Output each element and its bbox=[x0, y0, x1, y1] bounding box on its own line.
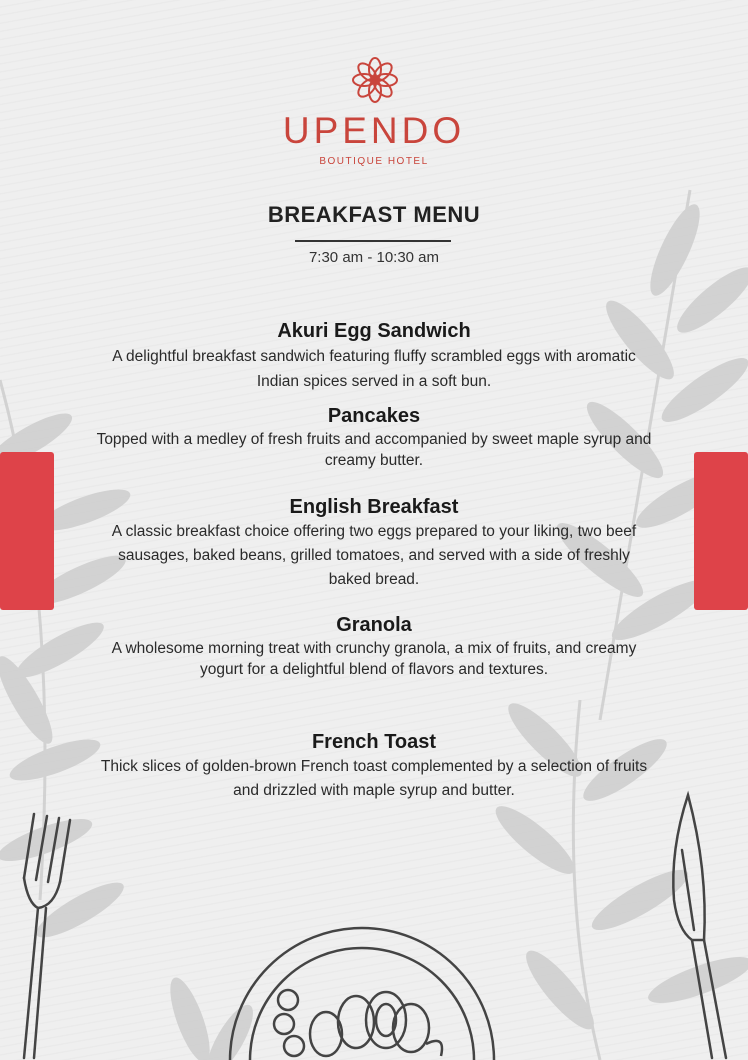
fork-icon bbox=[14, 808, 74, 1060]
hotel-name: UPENDO bbox=[282, 110, 466, 151]
menu-item-akuri-egg-sandwich bbox=[100, 318, 648, 394]
menu-title: BREAKFAST MENU bbox=[267, 202, 481, 227]
menu-item-description: Topped with a medley of fresh fruits and accompanied by sweet maple syrup and creamy butter. bbox=[96, 431, 652, 469]
serving-hours: 7:30 am - 10:30 am bbox=[308, 249, 440, 266]
menu-item-description: A classic breakfast choice offering two eggs prepared to your liking, two beef sausages, baked beans, grilled tomatoes, and served with a side of freshly baked bread. bbox=[111, 523, 637, 588]
menu-item-description: Thick slices of golden-brown French toast complemented by a selection of fruits and drizzled with maple syrup and butter. bbox=[100, 758, 648, 799]
menu-item-name: Pancakes bbox=[327, 405, 421, 427]
menu-item-description: A delightful breakfast sandwich featuring fluffy scrambled eggs with aromatic Indian spices served in a soft bun. bbox=[112, 348, 636, 390]
menu-item-english-breakfast bbox=[100, 494, 648, 592]
lotus-logo-icon bbox=[350, 55, 400, 105]
menu-item-name: English Breakfast bbox=[289, 496, 459, 518]
menu-item-name: Granola bbox=[336, 614, 412, 636]
title-divider bbox=[295, 240, 451, 242]
left-accent-tab bbox=[0, 452, 54, 610]
menu-item-name: Akuri Egg Sandwich bbox=[277, 320, 471, 342]
menu-item-pancakes bbox=[96, 403, 652, 471]
plate-icon bbox=[226, 924, 498, 1060]
hotel-tagline: BOUTIQUE HOTEL bbox=[319, 156, 429, 167]
menu-item-name: French Toast bbox=[311, 731, 437, 753]
right-accent-tab bbox=[694, 452, 748, 610]
menu-item-granola bbox=[100, 612, 648, 680]
menu-item-french-toast bbox=[100, 729, 648, 803]
knife-icon bbox=[668, 790, 740, 1060]
menu-item-description: A wholesome morning treat with crunchy granola, a mix of fruits, and creamy yogurt for a delightful blend of flavors and textures. bbox=[111, 640, 637, 678]
